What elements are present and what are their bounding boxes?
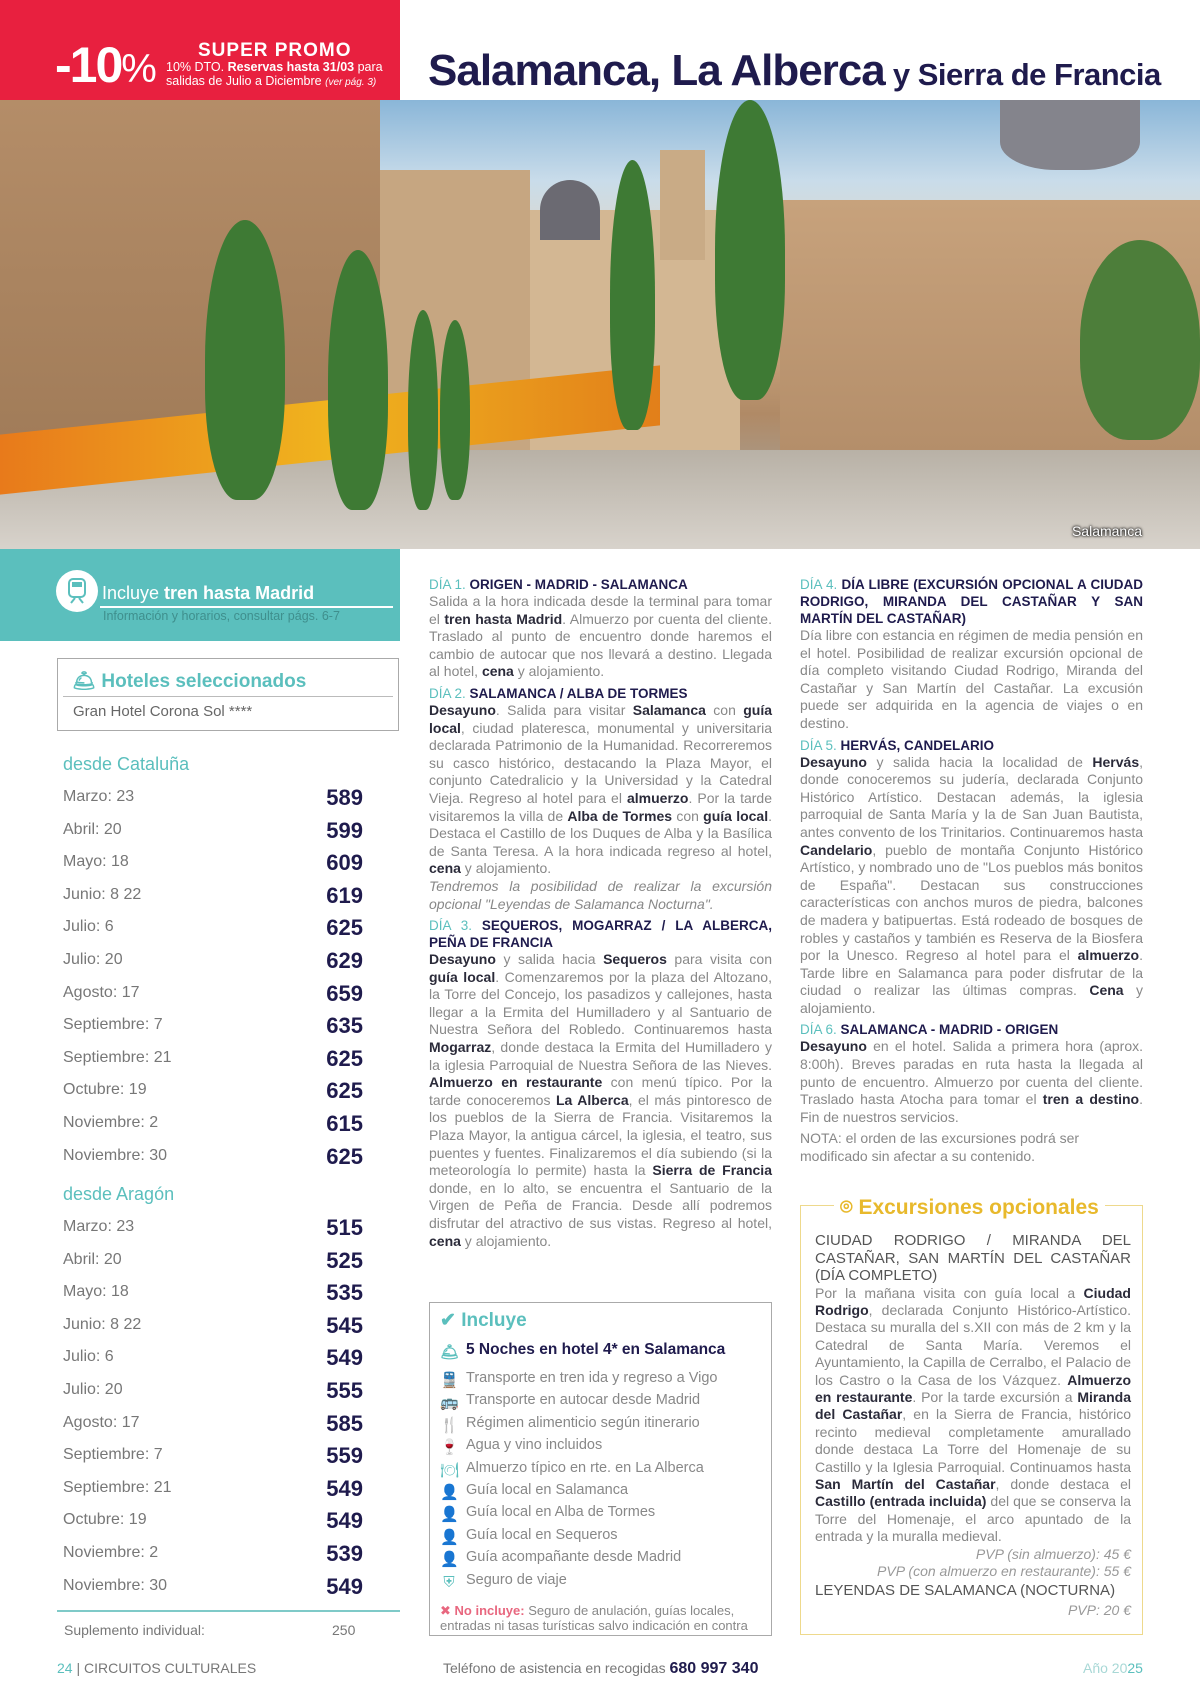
departure-date: Agosto: 17 <box>63 983 140 1001</box>
hero-photo <box>0 100 1200 549</box>
departure-date: Noviembre: 2 <box>63 1544 159 1561</box>
price-value: 559 <box>326 1443 363 1469</box>
include-item: 👤 Guía local en Sequeros <box>440 1526 618 1546</box>
day5-heading: DÍA 5. HERVÁS, CANDELARIO <box>800 737 995 753</box>
include-item: 👤 Guía acompañante desde Madrid <box>440 1549 682 1569</box>
reception-bell-icon: 🛎 <box>72 671 102 692</box>
include-item: 🍴 Régimen alimenticio según itinerario <box>440 1414 700 1434</box>
price-value: 599 <box>326 817 363 843</box>
departure-date: Junio: 8 22 <box>63 1315 142 1333</box>
price-value: 629 <box>326 948 363 973</box>
not-included: ✖ No incluye: Seguro de anulación, guías locales, entradas ni tasas turísticas salvo indicación en contra <box>440 1603 748 1633</box>
price-row <box>63 1280 363 1313</box>
price-value: 619 <box>326 882 363 908</box>
hotels-title: 🛎 Hoteles seleccionados <box>72 671 307 692</box>
region-aragon: desde Aragón <box>63 1184 175 1204</box>
day5-text: Desayuno y salida hacia la localidad de Hervás, donde conoceremos su judería, declarada Conjunto Histórico Artístico. Destacan además, la iglesia parroquial de Santa María y la de San Juan Bautista, antes convento de los Trinitarios. Continuaremos hasta Candelario, pueblo de montaña Conjunto Histórico Artístico, y nombrado uno de "Los pueblos más bonitos de España". Destacan sus construcciones características con anchos muros de piedra, balcones de madera y batipuertas. Está rodeado de bosques de robles y castaños y también es Reserva de la Biosfera por la Unesco. Regreso al hotel para el almuerzo. Tarde libre en Salamanca para poder disfrutar de la ciudad o realizar las últimas compras. Cena y alojamiento. <box>800 753 1143 1016</box>
region-cataluna: desde Cataluña <box>63 754 190 774</box>
wine-glass-icon: 🍷 <box>440 1439 459 1457</box>
price-row <box>63 1443 363 1476</box>
supplement-row: Suplemento individual: 250 <box>57 1610 400 1618</box>
excursion-2-price: PVP: 20 € <box>1067 1601 1131 1618</box>
price-row <box>63 1013 363 1046</box>
footer-section: 24 | CIRCUITOS CULTURALES <box>57 1660 257 1676</box>
price-value: 549 <box>326 1475 363 1501</box>
price-row <box>63 1508 363 1541</box>
price-value: 545 <box>326 1312 363 1338</box>
price-value: 635 <box>326 1013 363 1039</box>
price-value: 625 <box>326 1143 363 1169</box>
departure-date: Julio: 6 <box>63 918 114 936</box>
price-value: 609 <box>326 850 363 876</box>
day6-text: Desayuno en el hotel. Salida a primera hora (aprox. 8:00h). Breves paradas en ruta hasta la llegada al punto de encuentro. Almuerzo por cuenta del cliente. Traslado hasta Atocha para tomar el tren a destino. Fin de nuestros servicios. <box>800 1038 1143 1125</box>
departure-date: Noviembre: 2 <box>63 1114 159 1131</box>
departure-date: Septiembre: 7 <box>63 1446 163 1464</box>
price-value: 625 <box>326 1078 363 1104</box>
departure-date: Septiembre: 7 <box>63 1016 163 1034</box>
train-banner <box>0 549 400 641</box>
reception-bell-icon: 🛎 <box>440 1344 460 1361</box>
price-value: 515 <box>326 1215 363 1240</box>
departure-date: Abril: 20 <box>63 1250 122 1268</box>
guide-icon: 👤 <box>440 1484 459 1501</box>
price-row <box>63 980 363 1014</box>
day4-heading: DÍA 4. DÍA LIBRE (EXCURSIÓN OPCIONAL A CIUDAD RODRIGO, MIRANDA DEL CASTAÑAR Y SAN MARTÍN DEL CASTAÑAR) <box>800 577 1143 626</box>
train-subtitle: Información y horarios, consultar págs. 6-7 <box>103 609 340 623</box>
shield-icon: ⛨ <box>443 1573 455 1591</box>
price-row <box>63 1345 363 1378</box>
hotels-box <box>57 658 399 731</box>
departure-date: Julio: 6 <box>63 1348 114 1366</box>
price-row <box>63 1475 363 1509</box>
day2-heading: DÍA 2. SALAMANCA / ALBA DE TORMES <box>429 685 688 701</box>
price-value: 615 <box>326 1111 363 1136</box>
price-row <box>63 1410 363 1444</box>
price-row <box>63 1312 363 1346</box>
guide-icon: 👤 <box>440 1506 459 1524</box>
departure-date: Julio: 20 <box>63 1381 123 1398</box>
include-item: 🚌 Transporte en autocar desde Madrid <box>440 1392 701 1412</box>
page-title: Salamanca, La Alberca y Sierra de Francia <box>428 46 1161 95</box>
price-value: 625 <box>326 915 363 941</box>
day3-text: Desayuno y salida hacia Sequeros para visita con guía local. Comenzaremos por la plaza del Altozano, la Torre del Concejo, los pasadizos y callejones, hasta llegar a la Ermita del Humilladero y al Santuario de Nuestra Señora del Robledo. Continuaremos hasta Mogarraz, donde destaca la Ermita del Humilladero y la iglesia Parroquial de Nuestra Señora de las Nieves. Almuerzo en restaurante con menú típico. Por la tarde conoceremos La Alberca, el más pintoresco de los pueblos de la Sierra de Francia. Visitaremos la Plaza Mayor, la antigua cárcel, la iglesia, el teatro, sus puentes y fuentes. Finalizaremos el día subiendo (si la meteorología lo permite) hasta la Sierra de Francia donde, en lo alto, se encuentra el Santuario de la Virgen de Peña de Francia. Desde allí podremos disfrutar del atractivo de sus vistas. Regreso al hotel, cena y alojamiento. <box>429 951 772 1249</box>
departure-date: Septiembre: 21 <box>63 1478 172 1496</box>
departure-date: Junio: 8 22 <box>63 885 142 903</box>
price-value: 549 <box>326 1508 363 1534</box>
promo-details: 10% DTO. Reservas hasta 31/03 para salidas de Julio a Diciembre (ver pág. 3) <box>166 60 383 88</box>
excursions-title: ⌾ Excursiones opcionales <box>834 1196 1105 1220</box>
departure-date: Marzo: 23 <box>63 788 135 805</box>
promo-banner <box>0 0 400 100</box>
departure-date: Marzo: 23 <box>63 1218 135 1235</box>
footer-year: Año 2025 <box>1083 1660 1143 1676</box>
excursion-1-title: CIUDAD RODRIGO / MIRANDA DEL CASTAÑAR, SAN MARTÍN DEL CASTAÑAR (DÍA COMPLETO) <box>815 1232 1131 1284</box>
footer-phone: Teléfono de asistencia en recogidas 680 997 340 <box>443 1660 759 1677</box>
departure-date: Agosto: 17 <box>63 1413 140 1431</box>
price-row <box>63 1215 363 1248</box>
price-value: 549 <box>326 1345 363 1371</box>
departure-date: Abril: 20 <box>63 820 122 838</box>
departure-date: Julio: 20 <box>63 951 123 968</box>
include-item: 👤 Guía local en Alba de Tormes <box>440 1504 656 1524</box>
price-value: 589 <box>326 785 363 810</box>
departure-date: Noviembre: 30 <box>63 1146 168 1164</box>
train-title: Incluye tren hasta Madrid <box>102 583 315 603</box>
promo-title: SUPER PROMO <box>198 40 352 61</box>
day4-text: Día libre con estancia en régimen de media pensión en el hotel. Posibilidad de realizar excursión opcional de día completo visitando Ciudad Rodrigo, Miranda del Castañar y San Martín del Castañar. La excusión puede ser adquirida en la agencia de viajes o en destino. <box>800 627 1143 731</box>
check-icon: ✔ <box>440 1310 456 1331</box>
include-item: 👤 Guía local en Salamanca <box>440 1482 629 1501</box>
price-value: 555 <box>326 1378 363 1403</box>
price-row <box>63 1247 363 1281</box>
includes-title: ✔ Incluye <box>440 1310 527 1331</box>
price-row <box>63 1573 363 1607</box>
price-row <box>63 850 363 883</box>
price-row <box>63 1378 363 1411</box>
price-row <box>63 1143 363 1177</box>
departure-date: Septiembre: 21 <box>63 1048 172 1066</box>
excursion-1-text: Por la mañana visita con guía local a Ciudad Rodrigo, declarada Conjunto Histórico-Artístico. Destaca su muralla del s.XII con más de 2 km y la Catedral de Santa María. Veremos el Ayuntamiento, la Capilla de Cerralbo, el Palacio de los Castro o la Casa de los Vázquez. Almuerzo en restaurante. Por la tarde excursión a Miranda del Castañar, en la Sierra de Francia, histórico recinto medieval completamente amurallado donde destaca La Torre del Homenaje de su Castillo y la Iglesia Parroquial. Continuamos hasta San Martín del Castañar, donde destaca el Castillo (entrada incluida) del que se conserva la Torre del Homenaje, el arco apuntado de la entrada y la muralla medieval. <box>815 1284 1131 1545</box>
include-item: ⛨ Seguro de viaje <box>440 1572 567 1592</box>
plate-icon: 🍽 <box>440 1461 460 1479</box>
price-row <box>63 915 363 948</box>
price-row <box>63 785 363 818</box>
price-row <box>63 948 363 981</box>
excursion-1-price-2: PVP (con almuerzo en restaurante): 55 € <box>877 1563 1131 1579</box>
cutlery-icon: 🍴 <box>440 1416 459 1434</box>
photo-caption: Salamanca <box>1071 523 1142 539</box>
day6-heading: DÍA 6. SALAMANCA - MADRID - ORIGEN <box>800 1022 1059 1038</box>
itinerary-note: NOTA: el orden de las excursiones podrá ser modificado sin afectar a su contenido. <box>800 1130 1080 1165</box>
excursion-1-price-1: PVP (sin almuerzo): 45 € <box>975 1545 1131 1562</box>
guide-icon: 👤 <box>440 1551 459 1569</box>
day1-heading: DÍA 1. ORIGEN - MADRID - SALAMANCA <box>429 577 688 592</box>
includes-headline: 🛎 5 Noches en hotel 4* en Salamanca <box>440 1341 726 1361</box>
train-icon <box>56 570 98 612</box>
day3-heading: DÍA 3. SEQUEROS, MOGARRAZ / LA ALBERCA, PEÑA DE FRANCIA <box>429 918 772 951</box>
include-item: 🍷 Agua y vino incluidos <box>440 1437 603 1457</box>
price-row <box>63 882 363 916</box>
price-value: 549 <box>326 1573 363 1599</box>
day2-text: Desayuno. Salida para visitar Salamanca con guía local, ciudad plateresca, monumental y universitaria declarada Patrimonio de la Humanidad. Recorreremos su casco histórico, destacando la Plaza Mayor, el conjunto Catedralicio y la Universidad y la Catedral Vieja. Regreso al hotel para el almuerzo. Por la tarde visitaremos la villa de Alba de Tormes con guía local. Destaca el Castillo de los Duques de Alba y la Basílica de Santa Teresa. A la hora indicada regreso al hotel, cena y alojamiento. Tendremos la posibilidad de realizar la excursión opcional "Leyendas de Salamanca Nocturna". <box>429 701 772 912</box>
excursion-2-title: LEYENDAS DE SALAMANCA (NOCTURNA) <box>815 1582 1116 1600</box>
price-value: 535 <box>326 1280 363 1306</box>
price-row <box>63 1045 363 1079</box>
guide-icon: 👤 <box>440 1528 459 1546</box>
hotel-name: Gran Hotel Corona Sol **** <box>73 703 253 720</box>
departure-date: Noviembre: 30 <box>63 1576 168 1594</box>
price-value: 625 <box>326 1045 363 1071</box>
departure-date: Octubre: 19 <box>63 1511 147 1529</box>
promo-discount: -10% <box>55 37 155 93</box>
departure-date: Mayo: 18 <box>63 853 129 871</box>
price-value: 539 <box>326 1541 363 1566</box>
price-row <box>63 1111 363 1144</box>
departure-date: Mayo: 18 <box>63 1283 129 1301</box>
itinerary-column-1 <box>429 574 772 1254</box>
cancel-icon: ✖ <box>440 1603 455 1618</box>
price-value: 659 <box>326 980 363 1006</box>
price-row <box>63 1078 363 1111</box>
includes-box <box>429 1302 772 1636</box>
departure-date: Octubre: 19 <box>63 1081 147 1099</box>
include-item: 🍽 Almuerzo típico en rte. en La Alberca <box>440 1459 704 1479</box>
price-row <box>63 1541 363 1574</box>
map-pin-icon: ⌾ <box>840 1196 859 1219</box>
price-value: 525 <box>326 1247 363 1273</box>
price-row <box>63 817 363 851</box>
include-item: 🚆 Transporte en tren ida y regreso a Vigo <box>440 1370 718 1389</box>
day1-text: Salida a la hora indicada desde la terminal para tomar el tren hasta Madrid. Almuerzo por cuenta del cliente. Traslado al punto de encuentro donde haremos el cambio de autocar que nos llevará a destino. Llegada al hotel, cena y alojamiento. <box>429 593 772 680</box>
excursions-box <box>800 1196 1143 1635</box>
train-icon: 🚆 <box>440 1372 459 1389</box>
bus-icon: 🚌 <box>440 1394 459 1412</box>
itinerary-column-2 <box>800 574 1143 1170</box>
price-value: 585 <box>326 1410 363 1436</box>
